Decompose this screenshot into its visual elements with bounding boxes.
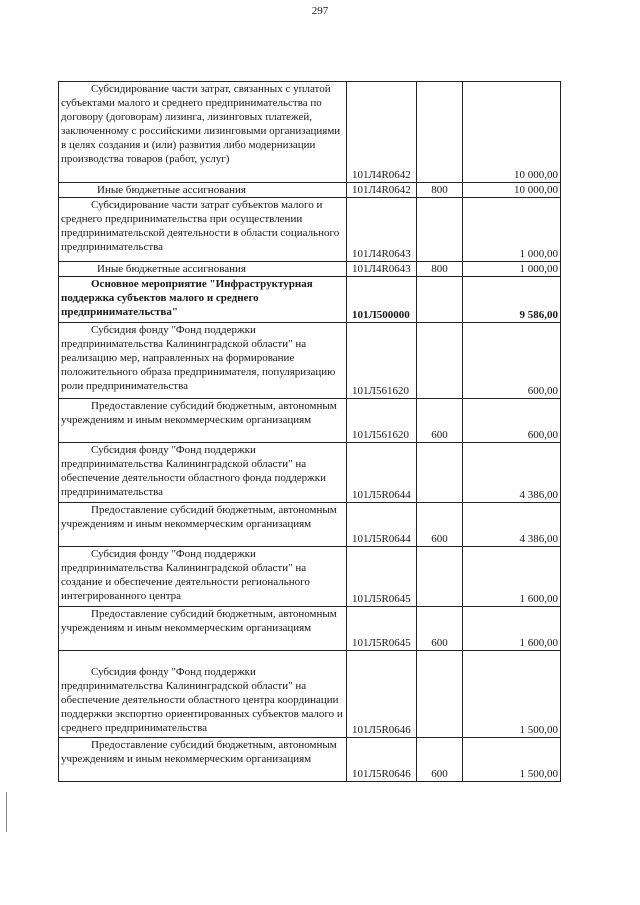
row-code: 101Л4R0642 (347, 183, 417, 198)
row-kind (417, 443, 463, 503)
table-row-main-activity (59, 277, 561, 323)
table-row (59, 503, 561, 547)
row-amount: 1 000,00 (463, 262, 561, 277)
row-amount: 1 600,00 (463, 547, 561, 607)
table-row (59, 198, 561, 262)
row-code: 101Л561620 (347, 399, 417, 443)
table-row (59, 82, 561, 183)
row-kind (417, 547, 463, 607)
table-row (59, 262, 561, 277)
row-kind: 800 (417, 262, 463, 277)
table-row (59, 738, 561, 782)
row-name: Иные бюджетные ассигнования (59, 183, 347, 198)
row-amount: 4 386,00 (463, 503, 561, 547)
row-name: Предоставление субсидий бюджетным, автономным учреждениям и иным некоммерческим организациям (59, 399, 347, 443)
row-kind: 800 (417, 183, 463, 198)
row-name: Предоставление субсидий бюджетным, автономным учреждениям и иным некоммерческим организациям (59, 607, 347, 651)
row-code: 101Л4R0643 (347, 198, 417, 262)
row-code: 101Л5R0644 (347, 443, 417, 503)
row-code: 101Л4R0642 (347, 82, 417, 183)
row-code: 101Л5R0644 (347, 503, 417, 547)
table-row (59, 323, 561, 399)
row-code: 101Л5R0645 (347, 607, 417, 651)
table-row (59, 547, 561, 607)
row-kind (417, 651, 463, 738)
row-code: 101Л561620 (347, 323, 417, 399)
row-name: Субсидирование части затрат, связанных с уплатой субъектами малого и среднего предпринимательства по договору (договорам) лизинга, лизинговых платежей, заключенному с российскими лизинговыми организациями в целях создания и (или) развития либо модернизации производства товаров (работ, услуг) (59, 82, 347, 183)
table-row (59, 651, 561, 738)
row-name: Субсидия фонду "Фонд поддержки предпринимательства Калининградской области" на реализацию мер, направленных на формирование положительного образа предпринимателя, популяризацию роли предпринимательства (59, 323, 347, 399)
row-name: Субсидия фонду "Фонд поддержки предпринимательства Калининградской области" на создание и обеспечение деятельности регионального интегрированного центра (59, 547, 347, 607)
row-name: Основное мероприятие "Инфраструктурная поддержка субъектов малого и среднего предпринимательства" (59, 277, 347, 323)
row-amount: 10 000,00 (463, 183, 561, 198)
row-amount: 4 386,00 (463, 443, 561, 503)
row-name: Субсидирование части затрат субъектов малого и среднего предпринимательства при осуществлении предпринимательской деятельности в области социального предпринимательства (59, 198, 347, 262)
row-kind: 600 (417, 738, 463, 782)
row-kind: 600 (417, 503, 463, 547)
row-kind: 600 (417, 607, 463, 651)
row-kind: 600 (417, 399, 463, 443)
row-code: 101Л4R0643 (347, 262, 417, 277)
row-amount: 600,00 (463, 323, 561, 399)
row-code: 101Л500000 (347, 277, 417, 323)
row-amount: 9 586,00 (463, 277, 561, 323)
table-row (59, 607, 561, 651)
row-amount: 1 500,00 (463, 651, 561, 738)
row-kind (417, 323, 463, 399)
row-amount: 1 500,00 (463, 738, 561, 782)
table-row (59, 399, 561, 443)
row-code: 101Л5R0645 (347, 547, 417, 607)
margin-scan-mark (6, 792, 7, 832)
row-code: 101Л5R0646 (347, 651, 417, 738)
table-row (59, 443, 561, 503)
row-name: Иные бюджетные ассигнования (59, 262, 347, 277)
table-row (59, 183, 561, 198)
row-kind (417, 82, 463, 183)
page-number: 297 (311, 5, 329, 17)
budget-table (58, 81, 561, 782)
row-amount: 1 000,00 (463, 198, 561, 262)
row-amount: 1 600,00 (463, 607, 561, 651)
row-amount: 10 000,00 (463, 82, 561, 183)
row-name: Предоставление субсидий бюджетным, автономным учреждениям и иным некоммерческим организациям (59, 738, 347, 782)
row-amount: 600,00 (463, 399, 561, 443)
row-code: 101Л5R0646 (347, 738, 417, 782)
row-name: Субсидия фонду "Фонд поддержки предпринимательства Калининградской области" на обеспечение деятельности областного фонда поддержки предпринимательства (59, 443, 347, 503)
row-kind (417, 198, 463, 262)
row-name: Предоставление субсидий бюджетным, автономным учреждениям и иным некоммерческим организациям (59, 503, 347, 547)
row-kind (417, 277, 463, 323)
row-name: Субсидия фонду "Фонд поддержки предпринимательства Калининградской области" на обеспечение деятельности областного центра координации поддержки экспортно ориентированных субъектов малого и среднего предпринимательства (59, 651, 347, 738)
